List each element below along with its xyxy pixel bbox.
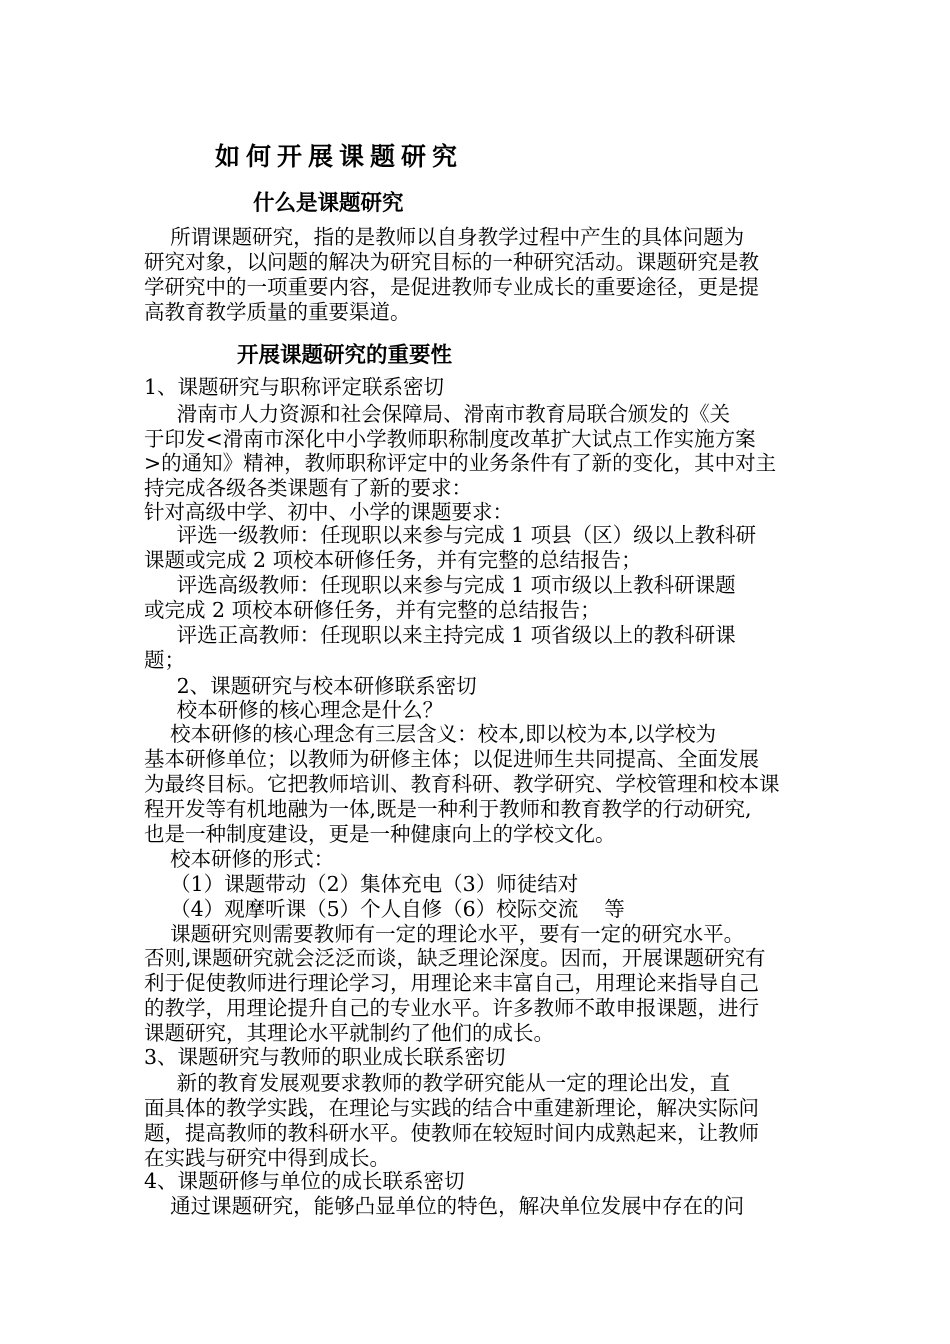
paragraph-line: 课题研究则需要教师有一定的理论水平，要有一定的研究水平。 [144, 922, 745, 946]
subheading-line: 1、课题研究与职称评定联系密切 [144, 375, 445, 399]
paragraph-line: 题； [144, 648, 185, 672]
paragraph-line: 校本研修的核心理念有三层含义：校本,即以校为本,以学校为 [144, 722, 717, 746]
subheading-line: 3、课题研究与教师的职业成长联系密切 [144, 1045, 506, 1069]
paragraph-line: 持完成各级各类课题有了新的要求： [144, 476, 472, 500]
paragraph-line: 程开发等有机地融为一体,既是一种利于教师和教育教学的行动研究, [144, 797, 752, 821]
paragraph-line: 学研究中的一项重要内容，是促进教师专业成长的重要途径，更是提 [144, 275, 759, 299]
subheading-line: 2、课题研究与校本研修联系密切 [144, 674, 477, 698]
paragraph-line: 评选正高教师：任现职以来主持完成 1 项省级以上的教科研课 [144, 623, 736, 647]
section-heading-what-is: 什么是课题研究 [253, 191, 404, 216]
paragraph-line: 面具体的教学实践，在理论与实践的结合中重建新理论，解决实际问 [144, 1096, 759, 1120]
document-title: 如何开展课题研究 [215, 142, 464, 171]
paragraph-line: 针对高级中学、初中、小学的课题要求： [144, 500, 513, 524]
paragraph-line: 校本研修的核心理念是什么？ [144, 698, 444, 722]
section-heading-importance: 开展课题研究的重要性 [237, 343, 453, 368]
paragraph-line: 新的教育发展观要求教师的教学研究能从一定的理论出发，直 [144, 1071, 731, 1095]
paragraph-line: 为最终目标。它把教师培训、教育科研、教学研究、学校管理和校本课 [144, 772, 780, 796]
paragraph-line: 评选一级教师：任现职以来参与完成 1 项县（区）级以上教科研 [144, 523, 757, 547]
paragraph-line: 评选高级教师：任现职以来参与完成 1 项市级以上教科研课题 [144, 573, 736, 597]
paragraph-line: 高教育教学质量的重要渠道。 [144, 300, 411, 324]
paragraph-line: 研究对象，以问题的解决为研究目标的一种研究活动。课题研究是教 [144, 250, 759, 274]
list-line: （4）观摩听课（5）个人自修（6）校际交流 等 [144, 897, 625, 921]
paragraph-line: >的通知》精神，教师职称评定中的业务条件有了新的变化，其中对主 [144, 451, 777, 475]
subheading-line: 4、课题研修与单位的成长联系密切 [144, 1169, 465, 1193]
paragraph-line: 于印发<滑南市深化中小学教师职称制度改革扩大试点工作实施方案 [144, 427, 756, 451]
paragraph-line: 课题或完成 2 项校本研修任务，并有完整的总结报告； [144, 548, 642, 572]
list-line: （1）课题带动（2）集体充电（3）师徒结对 [144, 872, 579, 896]
paragraph-line: 所谓课题研究，指的是教师以自身教学过程中产生的具体问题为 [144, 225, 745, 249]
paragraph-line: 校本研修的形式： [144, 847, 335, 871]
paragraph-line: 利于促使教师进行理论学习，用理论来丰富自己，用理论来指导自己 [144, 971, 759, 995]
paragraph-line: 的教学，用理论提升自己的专业水平。许多教师不敢申报课题，进行 [144, 996, 759, 1020]
paragraph-line: 题，提高教师的教科研水平。使教师在较短时间内成熟起来，让教师 [144, 1121, 759, 1145]
paragraph-line: 否则,课题研究就会泛泛而谈，缺乏理论深度。因而，开展课题研究有 [144, 946, 766, 970]
paragraph-line: 滑南市人力资源和社会保障局、滑南市教育局联合颁发的《关 [144, 402, 731, 426]
paragraph-line: 也是一种制度建设，更是一种健康向上的学校文化。 [144, 822, 616, 846]
paragraph-line: 课题研究，其理论水平就制约了他们的成长。 [144, 1021, 554, 1045]
paragraph-line: 基本研修单位；以教师为研修主体；以促进师生共同提高、全面发展 [144, 747, 759, 771]
paragraph-line: 或完成 2 项校本研修任务，并有完整的总结报告； [144, 598, 601, 622]
paragraph-line: 在实践与研究中得到成长。 [144, 1146, 390, 1170]
paragraph-line: 通过课题研究，能够凸显单位的特色，解决单位发展中存在的问 [144, 1194, 745, 1218]
